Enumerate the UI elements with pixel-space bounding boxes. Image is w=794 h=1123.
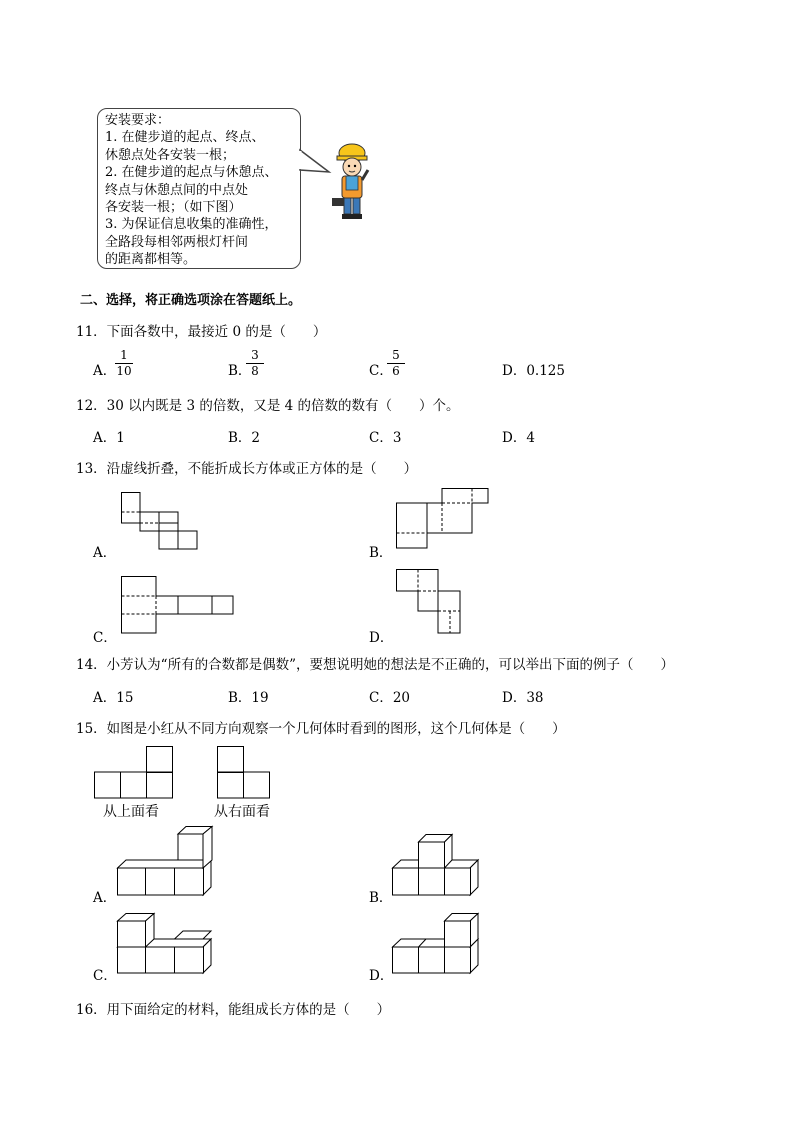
bubble-line: 2. 在健步道的起点与休憩点、: [105, 165, 278, 181]
fraction-denominator: 10: [116, 364, 132, 378]
fraction-denominator: 8: [251, 364, 259, 378]
option-b-label: B．: [228, 363, 252, 379]
top-view: [94, 746, 174, 806]
option-d: D．4: [502, 430, 535, 446]
option-d: D．0.125: [502, 363, 565, 379]
fraction-numerator: 3: [251, 348, 259, 362]
fraction-a: [113, 349, 135, 378]
net-b: [396, 488, 496, 558]
fraction-c: [385, 349, 407, 378]
fraction-b: [244, 349, 266, 378]
net-c: [121, 576, 241, 636]
option-b-label: B．: [369, 545, 393, 561]
instruction-text: [105, 112, 305, 269]
option-c: C．20: [369, 690, 411, 706]
fraction-denominator: 6: [392, 364, 400, 378]
bubble-line: 各安装一根；（如下图）: [105, 200, 242, 216]
option-a-label: A．: [93, 890, 117, 906]
option-a: A．1: [93, 430, 125, 446]
option-c-label: C．: [369, 363, 393, 379]
option-c-label: C．: [93, 630, 117, 646]
net-d: [396, 569, 496, 639]
option-d-label: D．: [369, 630, 394, 646]
bubble-line: 3. 为保证信息收集的准确性，: [105, 217, 278, 233]
bubble-line: 休憩点处各安装一根；: [105, 147, 236, 163]
option-d: D．38: [502, 690, 544, 706]
option-a-label: A．: [93, 545, 117, 561]
bubble-line: 安装要求：: [105, 113, 171, 128]
question-15: 15．如图是小红从不同方向观察一个几何体时看到的图形，这个几何体是（ ）: [76, 721, 566, 737]
question-13: 13．沿虚线折叠，不能折成长方体或正方体的是（ ）: [76, 461, 418, 477]
solid-b: [392, 834, 502, 904]
solid-a: [117, 826, 227, 901]
option-b-label: B．: [369, 890, 393, 906]
bubble-line: 全路段每相邻两根灯杆间: [105, 234, 249, 250]
right-view: [217, 746, 277, 806]
net-a: [121, 492, 221, 552]
solid-d: [392, 913, 502, 983]
option-c: C．3: [369, 430, 402, 446]
option-b: B．2: [228, 430, 261, 446]
solid-c: [117, 913, 227, 983]
question-16: 16．用下面给定的材料，能组成长方体的是（ ）: [76, 1002, 391, 1018]
option-c-label: C．: [93, 968, 117, 984]
question-12: 12．30 以内既是 3 的倍数，又是 4 的倍数的数有（ ）个。: [76, 398, 460, 414]
option-b: B．19: [228, 690, 269, 706]
question-11: 11．下面各数中，最接近 0 的是（ ）: [76, 324, 327, 340]
option-d-label: D．: [369, 968, 394, 984]
bubble-line: 的距离都相等。: [105, 252, 197, 268]
option-a-label: A．: [93, 363, 117, 379]
question-14: 14．小芳认为“所有的合数都是偶数”，要想说明她的想法是不正确的，可以举出下面的例子（ ）: [76, 657, 674, 673]
bubble-line: 终点与休憩点间的中点处: [105, 182, 249, 198]
fraction-numerator: 5: [392, 348, 400, 362]
worker-illustration: [328, 142, 378, 222]
top-view-caption: 从上面看: [103, 804, 159, 820]
option-a: A．15: [93, 690, 134, 706]
bubble-line: 1. 在健步道的起点、终点、: [105, 130, 265, 146]
section-title: 二、选择，将正确选项涂在答题纸上。: [80, 293, 302, 308]
right-view-caption: 从右面看: [214, 804, 270, 820]
fraction-numerator: 1: [120, 348, 128, 362]
